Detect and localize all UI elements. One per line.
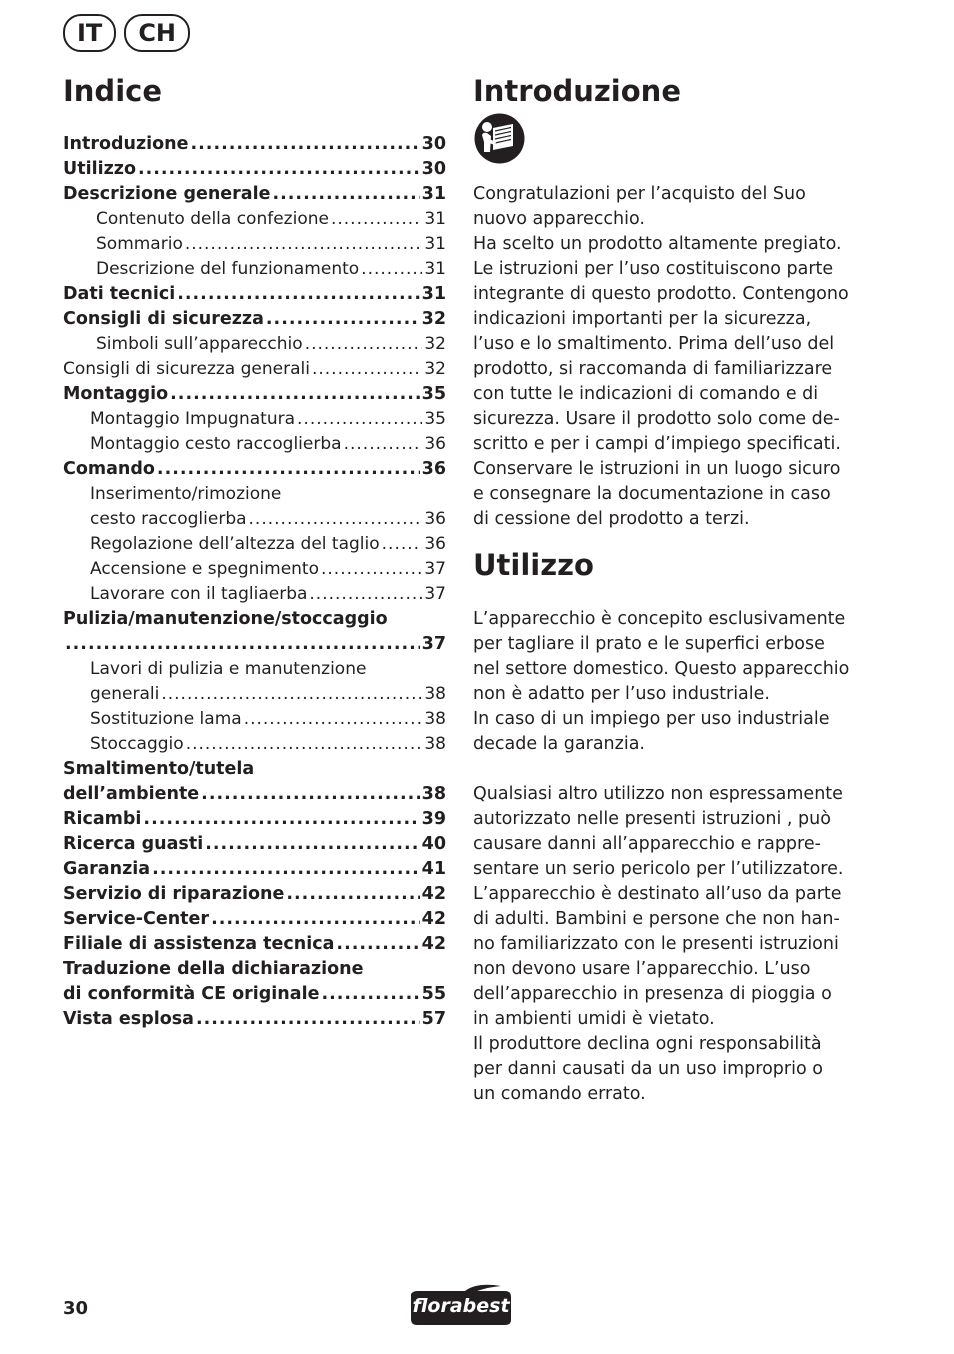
toc-entry <box>63 157 446 182</box>
toc-entry-page: 41 <box>421 859 446 879</box>
toc-entry-label: cesto raccoglierba <box>90 509 247 529</box>
toc-entry <box>63 607 446 632</box>
language-badge-ch: CH <box>124 14 190 52</box>
toc-entry <box>63 757 446 782</box>
toc-entry-label: Comando <box>63 459 155 479</box>
toc-entry <box>63 807 446 832</box>
toc-entry-label: Stoccaggio <box>90 734 184 754</box>
toc-entry-page: 38 <box>424 734 446 754</box>
toc-entry <box>63 782 446 807</box>
logo-text: florabest <box>412 1295 510 1317</box>
toc-entry <box>63 732 446 757</box>
toc-entry-label: Filiale di assistenza tecnica <box>63 934 335 954</box>
toc-entry <box>63 632 446 657</box>
toc-entry-page: 42 <box>421 909 446 929</box>
table-of-contents <box>63 132 446 1032</box>
toc-entry-label: dell’ambiente <box>63 784 200 804</box>
toc-entry-page: 36 <box>424 534 446 554</box>
toc-leader-dots <box>244 707 423 732</box>
toc-leader-dots <box>211 907 420 932</box>
toc-entry-label: Dati tecnici <box>63 284 176 304</box>
toc-entry-page: 31 <box>424 259 446 279</box>
toc-entry-page: 32 <box>421 309 446 329</box>
toc-leader-dots <box>196 1007 420 1032</box>
toc-entry-label: Accensione e spegnimento <box>90 559 319 579</box>
toc-entry <box>63 682 446 707</box>
toc-entry <box>63 857 446 882</box>
toc-entry <box>63 232 446 257</box>
toc-entry-page: 35 <box>424 409 446 429</box>
toc-entry-label: Lavorare con il tagliaerba <box>90 584 308 604</box>
toc-entry <box>63 582 446 607</box>
toc-entry-page: 42 <box>421 884 446 904</box>
toc-leader-dots <box>177 282 419 307</box>
toc-leader-dots <box>309 582 422 607</box>
toc-title: Indice <box>63 74 162 108</box>
toc-entry-page: 38 <box>421 784 446 804</box>
toc-entry-page: 32 <box>424 359 446 379</box>
toc-leader-dots <box>161 682 422 707</box>
toc-entry-page: 36 <box>421 459 446 479</box>
toc-entry <box>63 957 446 982</box>
toc-leader-dots <box>286 882 419 907</box>
toc-entry-label: Ricerca guasti <box>63 834 204 854</box>
toc-entry-label: Introduzione <box>63 134 189 154</box>
toc-leader-dots <box>382 532 423 557</box>
toc-leader-dots <box>65 632 420 657</box>
toc-entry-page: 31 <box>421 284 446 304</box>
toc-entry <box>63 407 446 432</box>
toc-leader-dots <box>272 182 419 207</box>
toc-entry-page: 57 <box>421 1009 446 1029</box>
toc-entry-label: Utilizzo <box>63 159 136 179</box>
toc-leader-dots <box>331 207 422 232</box>
toc-entry-label: Garanzia <box>63 859 151 879</box>
toc-entry-label: Sostituzione lama <box>90 709 242 729</box>
usage-text-paragraph-1: L’apparecchio è concepito esclusivamente per tagliare il prato e le superfici erbose nel settore domestico. Questo apparecchio non è adatto per l’uso industriale. In caso di un impiego per uso industriale decade la garanzia. <box>473 609 850 754</box>
toc-leader-dots <box>266 307 420 332</box>
toc-entry <box>63 282 446 307</box>
toc-entry-page: 37 <box>424 559 446 579</box>
toc-entry-page: 32 <box>424 334 446 354</box>
toc-leader-dots <box>336 932 419 957</box>
toc-entry <box>63 532 446 557</box>
toc-entry-label: Consigli di sicurezza generali <box>63 359 310 379</box>
toc-leader-dots <box>138 157 420 182</box>
toc-entry <box>63 307 446 332</box>
toc-entry <box>63 1007 446 1032</box>
toc-entry <box>63 882 446 907</box>
toc-entry <box>63 382 446 407</box>
toc-entry-label: Contenuto della confezione <box>96 209 329 229</box>
toc-entry-label: Inserimento/rimozione <box>90 484 282 504</box>
toc-entry-label: Simboli sull’apparecchio <box>96 334 303 354</box>
toc-leader-dots <box>143 807 419 832</box>
toc-entry <box>63 932 446 957</box>
toc-entry-page: 37 <box>421 634 446 654</box>
toc-entry <box>63 832 446 857</box>
toc-leader-dots <box>249 507 423 532</box>
toc-leader-dots <box>157 457 420 482</box>
toc-leader-dots <box>152 857 420 882</box>
usage-text-paragraph-2: Qualsiasi altro utilizzo non espressamente autorizzato nelle presenti istruzioni , può causare danni all’apparecchio e rappre- sentare un serio pericolo per l’utilizzatore. L’apparecchio è destinato all’uso da parte di adulti. Bambini e persone che non han- no familiarizzato con le presenti istruzioni non devono usare l’apparecchio. L’uso dell’apparecchio in presenza di pioggia o in ambienti umidi è vietato. Il produttore declina ogni responsabilità per danni causati da un uso improprio o un comando errato. <box>473 784 844 1104</box>
toc-entry-label: Servizio di riparazione <box>63 884 285 904</box>
toc-entry-label: Service-Center <box>63 909 210 929</box>
toc-entry-label: Vista esplosa <box>63 1009 194 1029</box>
toc-leader-dots <box>185 232 423 257</box>
toc-entry <box>63 907 446 932</box>
toc-entry <box>63 132 446 157</box>
toc-entry <box>63 357 446 382</box>
read-manual-icon <box>473 112 526 165</box>
toc-entry-label: Pulizia/manutenzione/stoccaggio <box>63 609 388 629</box>
toc-entry <box>63 482 446 507</box>
toc-leader-dots <box>312 357 422 382</box>
toc-entry-label: Regolazione dell’altezza del taglio <box>90 534 380 554</box>
toc-entry <box>63 257 446 282</box>
toc-entry <box>63 207 446 232</box>
language-badges <box>63 14 190 52</box>
toc-entry-page: 31 <box>424 209 446 229</box>
toc-entry-page: 30 <box>421 159 446 179</box>
toc-leader-dots <box>321 557 422 582</box>
toc-leader-dots <box>297 407 422 432</box>
toc-entry-label: Ricambi <box>63 809 142 829</box>
toc-entry-label: Consigli di sicurezza <box>63 309 264 329</box>
toc-entry-page: 55 <box>421 984 446 1004</box>
introduction-heading: Introduzione <box>473 74 681 108</box>
toc-leader-dots <box>201 782 419 807</box>
toc-entry-page: 37 <box>424 584 446 604</box>
toc-entry <box>63 332 446 357</box>
toc-leader-dots <box>205 832 419 857</box>
toc-entry <box>63 557 446 582</box>
toc-entry-label: Montaggio cesto raccoglierba <box>90 434 342 454</box>
toc-entry-page: 38 <box>424 684 446 704</box>
toc-entry <box>63 657 446 682</box>
toc-entry-label: di conformità CE originale <box>63 984 320 1004</box>
toc-entry-page: 31 <box>421 184 446 204</box>
toc-entry <box>63 707 446 732</box>
toc-entry <box>63 432 446 457</box>
toc-entry <box>63 457 446 482</box>
toc-leader-dots <box>321 982 419 1007</box>
toc-entry <box>63 182 446 207</box>
toc-entry-page: 30 <box>421 134 446 154</box>
toc-leader-dots <box>344 432 423 457</box>
toc-leader-dots <box>170 382 419 407</box>
toc-entry <box>63 982 446 1007</box>
toc-entry-page: 31 <box>424 234 446 254</box>
introduction-text: Congratulazioni per l’acquisto del Suo nuovo apparecchio. Ha scelto un prodotto altamente pregiato. Le istruzioni per l’uso costituiscono parte integrante di questo prodotto. Contengono indicazioni importanti per la sicurezza, l’uso e lo smaltimento. Prima dell’uso del prodotto, si raccomanda di familiarizzare con tutte le indicazioni di comando e di sicurezza. Usare il prodotto solo come de- scritto e per i campi d’impiego specificati. Conservare le istruzioni in un luogo sicuro e consegnare la documentazione in caso di cessione del prodotto a terzi. <box>473 184 849 529</box>
toc-entry-page: 42 <box>421 934 446 954</box>
toc-entry-label: Montaggio <box>63 384 169 404</box>
toc-entry-page: 38 <box>424 709 446 729</box>
florabest-logo <box>405 1284 517 1328</box>
toc-entry-label: Lavori di pulizia e manutenzione <box>90 659 367 679</box>
toc-entry-page: 40 <box>421 834 446 854</box>
toc-entry-label: Sommario <box>96 234 183 254</box>
toc-entry-page: 39 <box>421 809 446 829</box>
toc-leader-dots <box>361 257 422 282</box>
toc-leader-dots <box>191 132 420 157</box>
page-number: 30 <box>63 1298 89 1319</box>
toc-entry-page: 35 <box>421 384 446 404</box>
toc-entry <box>63 507 446 532</box>
toc-leader-dots <box>305 332 423 357</box>
toc-entry-label: Descrizione generale <box>63 184 271 204</box>
toc-leader-dots <box>186 732 423 757</box>
toc-entry-page: 36 <box>424 434 446 454</box>
toc-entry-label: generali <box>90 684 160 704</box>
toc-entry-page: 36 <box>424 509 446 529</box>
toc-entry-label: Montaggio Impugnatura <box>90 409 296 429</box>
toc-entry-label: Smaltimento/tutela <box>63 759 255 779</box>
toc-entry-label: Descrizione del funzionamento <box>96 259 360 279</box>
language-badge-it: IT <box>63 14 116 52</box>
toc-entry-label: Traduzione della dichiarazione <box>63 959 364 979</box>
usage-heading: Utilizzo <box>473 548 594 582</box>
